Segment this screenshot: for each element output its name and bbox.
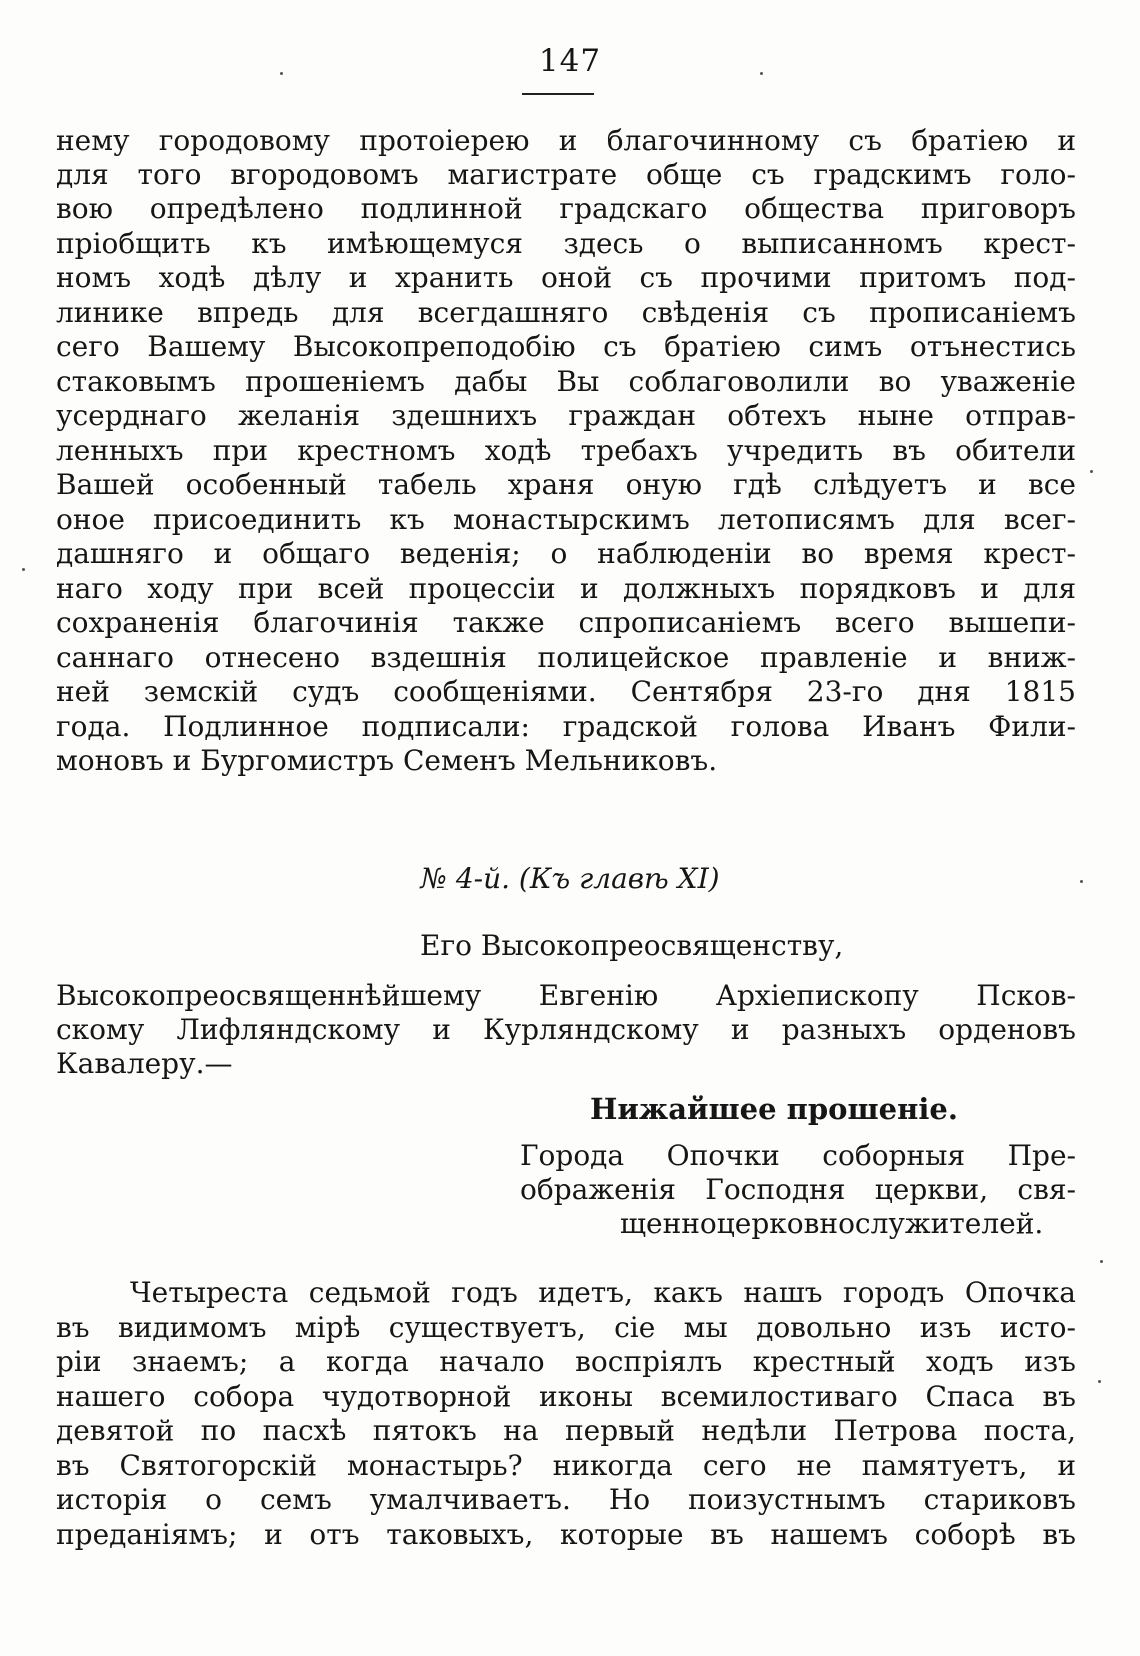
scan-speck [22,568,25,571]
text-line: ленныхъ при крестномъ ходѣ требахъ учредить въ обители [56,434,1076,467]
scan-speck [760,72,763,75]
text-line: линике впредь для всегдашняго свѣденія съ прописаніемъ [56,296,1076,329]
text-line: наго ходу при всей процессіи и должныхъ порядковъ и для [56,572,1076,605]
text-line: ріи знаемъ; а когда начало воспріялъ крестный ходъ изъ [56,1345,1076,1378]
text-line: Четыреста седьмой годъ идетъ, какъ нашъ городъ Опочка [130,1276,1076,1309]
text-line: вою опредѣлено подлинной градскаго общества приговоръ [56,192,1076,225]
page-number: 147 [538,43,602,79]
text-line: сохраненія благочинія также спрописаніемъ всего вышепи- [56,606,1076,639]
sender-line: Города Опочки соборныя Пре- [520,1139,1076,1172]
text-line: года. Подлинное подписали: градской голова Иванъ Фили- [56,710,1076,743]
sender-line: ображенія Господня церкви, свя- [520,1173,1076,1206]
text-line: усерднаго желанія здешнихъ граждан обтехъ ныне отправ- [56,399,1076,432]
text-line: оное присоединить къ монастырскимъ летописямъ для всег- [56,503,1076,536]
text-line: нему городовому протоіерею и благочинному съ братіею и [56,124,1076,157]
text-line: девятой по пасхѣ пятокъ на первый недѣли Петрова поста, [56,1414,1076,1447]
scan-speck [1098,1380,1101,1383]
scan-speck [1100,1260,1103,1263]
sender-line: щенноцерковнослужителей. [620,1207,1044,1240]
address-line: Высокопреосвященнѣйшему Евгенію Архіепископу Псков- [56,979,1076,1012]
text-line: стаковымъ прошеніемъ дабы Вы соблаговолили во уваженіе [56,365,1076,398]
scan-speck [1080,880,1083,883]
text-line: для того вгородовомъ магистрате обще съ градскимъ голо- [56,158,1076,191]
scan-speck [1090,470,1093,473]
text-line: преданіямъ; и отъ таковыхъ, которые въ нашемъ соборѣ въ [56,1518,1076,1551]
address-line: Кавалеру.— [56,1047,233,1080]
text-line: пріобщить къ имѣющемуся здесь о выписанномъ крест- [56,227,1076,260]
text-line: ней земскій судъ сообщеніями. Сентября 23-го дня 1815 [56,675,1076,708]
text-line: моновъ и Бургомистръ Семенъ Мельниковъ. [56,744,718,777]
text-line: номъ ходѣ дѣлу и хранить оной съ прочими притомъ под- [56,261,1076,294]
text-line: исторія о семъ умалчиваетъ. Но поизустнымъ стариковъ [56,1483,1076,1516]
text-line: дашняго и общаго веденія; о наблюденіи во время крест- [56,537,1076,570]
address-line: Его Высокопреосвященству, [420,929,844,962]
address-line: скому Лифляндскому и Курляндскому и разныхъ орденовъ [56,1013,1076,1046]
text-line: въ видимомъ мірѣ существуетъ, сіе мы довольно изъ исто- [56,1311,1076,1344]
text-line: саннаго отнесено вздешнія полицейское правленіе и вниж- [56,641,1076,674]
text-line: нашего собора чудотворной иконы всемилостиваго Спаса въ [56,1380,1076,1413]
text-line: Вашей особенный табель храня оную гдѣ слѣдуетъ и все [56,468,1076,501]
petition-title: Нижайшее прошеніе. [590,1092,958,1126]
page-number-rule [522,93,594,95]
appendix-heading: № 4-й. (Къ главѣ XI) [420,862,720,895]
text-line: сего Вашему Высокопреподобію съ братіею симъ отънестись [56,330,1076,363]
scan-speck [280,72,283,75]
text-line: въ Святогорскій монастырь? никогда сего не памятуетъ, и [56,1449,1076,1482]
